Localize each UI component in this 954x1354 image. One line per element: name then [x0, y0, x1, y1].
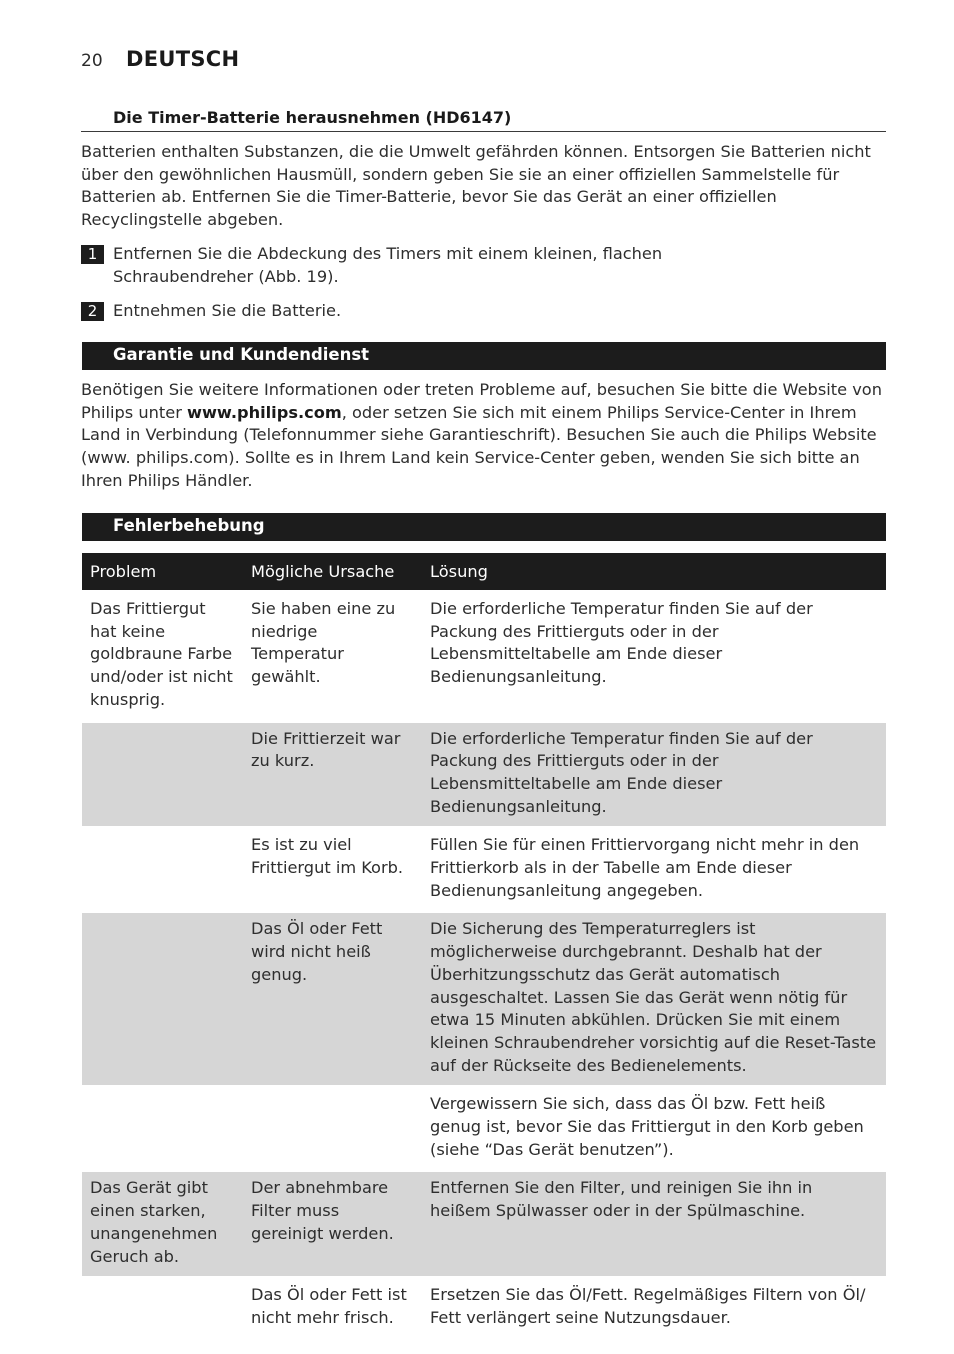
step-number-badge: 1 — [81, 245, 104, 264]
problem-cell — [82, 1279, 243, 1341]
cause-cell: Der abnehmbare Filter muss gereinigt werden. — [243, 1172, 422, 1279]
solution-cell: Ersetzen Sie das Öl/Fett. Regelmäßiges Filtern von Öl/ Fett verlängert seine Nutzungsdauer. — [422, 1279, 886, 1341]
table-row — [82, 1279, 886, 1341]
problem-cell: Das Frittiergut hat keine goldbraune Farbe und/oder ist nicht knusprig. — [82, 593, 243, 723]
cause-cell: Die Frittierzeit war zu kurz. — [243, 723, 422, 830]
table-row — [82, 913, 886, 1088]
warranty-paragraph — [81, 379, 886, 493]
problem-cell — [82, 723, 243, 830]
solution-cell: Füllen Sie für einen Frittiervorgang nicht mehr in den Frittierkorb als in der Tabelle am Ende dieser Bedienungsanleitung angegeben. — [422, 829, 886, 913]
solution-cell: Die erforderliche Temperatur finden Sie auf der Packung des Frittierguts oder in der Lebensmitteltabelle am Ende dieser Bedienungsanleitung. — [422, 593, 886, 723]
battery-intro-paragraph: Batterien enthalten Substanzen, die die Umwelt gefährden können. Entsorgen Sie Batterien nicht über den gewöhnlichen Hausmüll, sondern geben Sie sie an einer offiziellen Sammelstelle für Batterien ab. Entfernen Sie die Timer-Batterie, bevor Sie das Gerät an einer offiziellen Recyclingstelle abgeben. — [81, 142, 871, 230]
table-row — [82, 593, 886, 723]
problem-cell — [82, 913, 243, 1088]
troubleshooting-heading-text: Fehlerbehebung — [113, 516, 265, 535]
solution-cell: Vergewissern Sie sich, dass das Öl bzw. Fett heiß genug ist, bevor Sie das Frittiergut in den Korb geben (siehe “Das Gerät benutzen”). — [422, 1088, 886, 1172]
warranty-text-before: Benötigen Sie weitere Informationen oder treten Probleme auf, besuchen Sie bitte die Website von Philips unter — [81, 380, 882, 422]
step-text: Entnehmen Sie die Batterie. — [113, 301, 342, 320]
solution-cell: Die erforderliche Temperatur finden Sie auf der Packung des Frittierguts oder in der Lebensmitteltabelle am Ende dieser Bedienungsanleitung. — [422, 723, 886, 830]
step-2 — [81, 300, 886, 324]
step-number-badge: 2 — [81, 302, 104, 321]
warranty-heading-text: Garantie und Kundendienst — [113, 345, 370, 364]
table-row — [82, 1172, 886, 1279]
troubleshooting-table — [82, 553, 886, 1341]
page-number: 20 — [81, 51, 103, 71]
column-header-solution: Lösung — [422, 553, 886, 593]
page-language-title: DEUTSCH — [126, 47, 240, 71]
troubleshooting-heading — [82, 513, 886, 541]
table-row — [82, 1088, 886, 1172]
cause-cell: Das Öl oder Fett wird nicht heiß genug. — [243, 913, 422, 1088]
table-header-row — [82, 553, 886, 593]
problem-cell — [82, 1088, 243, 1172]
philips-website-link[interactable]: www.philips.com — [187, 402, 342, 422]
problem-cell — [82, 829, 243, 913]
battery-heading — [81, 106, 886, 132]
column-header-problem: Problem — [82, 553, 243, 593]
cause-cell — [243, 1088, 422, 1172]
cause-cell: Sie haben eine zu niedrige Temperatur gewählt. — [243, 593, 422, 723]
warranty-heading — [82, 342, 886, 370]
warranty-text-after: , oder setzen Sie sich mit einem Philips Service-Center in Ihrem Land in Verbindung (Telefonnummer siehe Garantieschrift). Besuchen Sie auch die Philips Website (www. philips.com). Sollte es in Ihrem Land kein Service-Center geben, wenden Sie sich bitte an Ihren Philips Händler. — [81, 402, 877, 490]
table-row — [82, 829, 886, 913]
cause-cell: Es ist zu viel Frittiergut im Korb. — [243, 829, 422, 913]
solution-cell: Entfernen Sie den Filter, und reinigen Sie ihn in heißem Spülwasser oder in der Spülmaschine. — [422, 1172, 886, 1279]
cause-cell: Das Öl oder Fett ist nicht mehr frisch. — [243, 1279, 422, 1341]
column-header-cause: Mögliche Ursache — [243, 553, 422, 593]
table-row — [82, 723, 886, 830]
problem-cell: Das Gerät gibt einen starken, unangenehmen Geruch ab. — [82, 1172, 243, 1279]
battery-heading-text: Die Timer-Batterie herausnehmen (HD6147) — [113, 108, 512, 127]
solution-cell: Die Sicherung des Temperaturreglers ist möglicherweise durchgebrannt. Deshalb hat der Überhitzungsschutz das Gerät automatisch ausgeschaltet. Lassen Sie das Gerät wenn nötig für etwa 15 Minuten abkühlen. Drücken Sie mit einem kleinen Schraubendreher vorsichtig auf die Reset-Taste auf der Rückseite des Bedienelements. — [422, 913, 886, 1088]
step-1 — [81, 243, 886, 289]
step-text: Entfernen Sie die Abdeckung des Timers mit einem kleinen, flachen Schraubendreher (Abb. 19). — [113, 244, 663, 286]
